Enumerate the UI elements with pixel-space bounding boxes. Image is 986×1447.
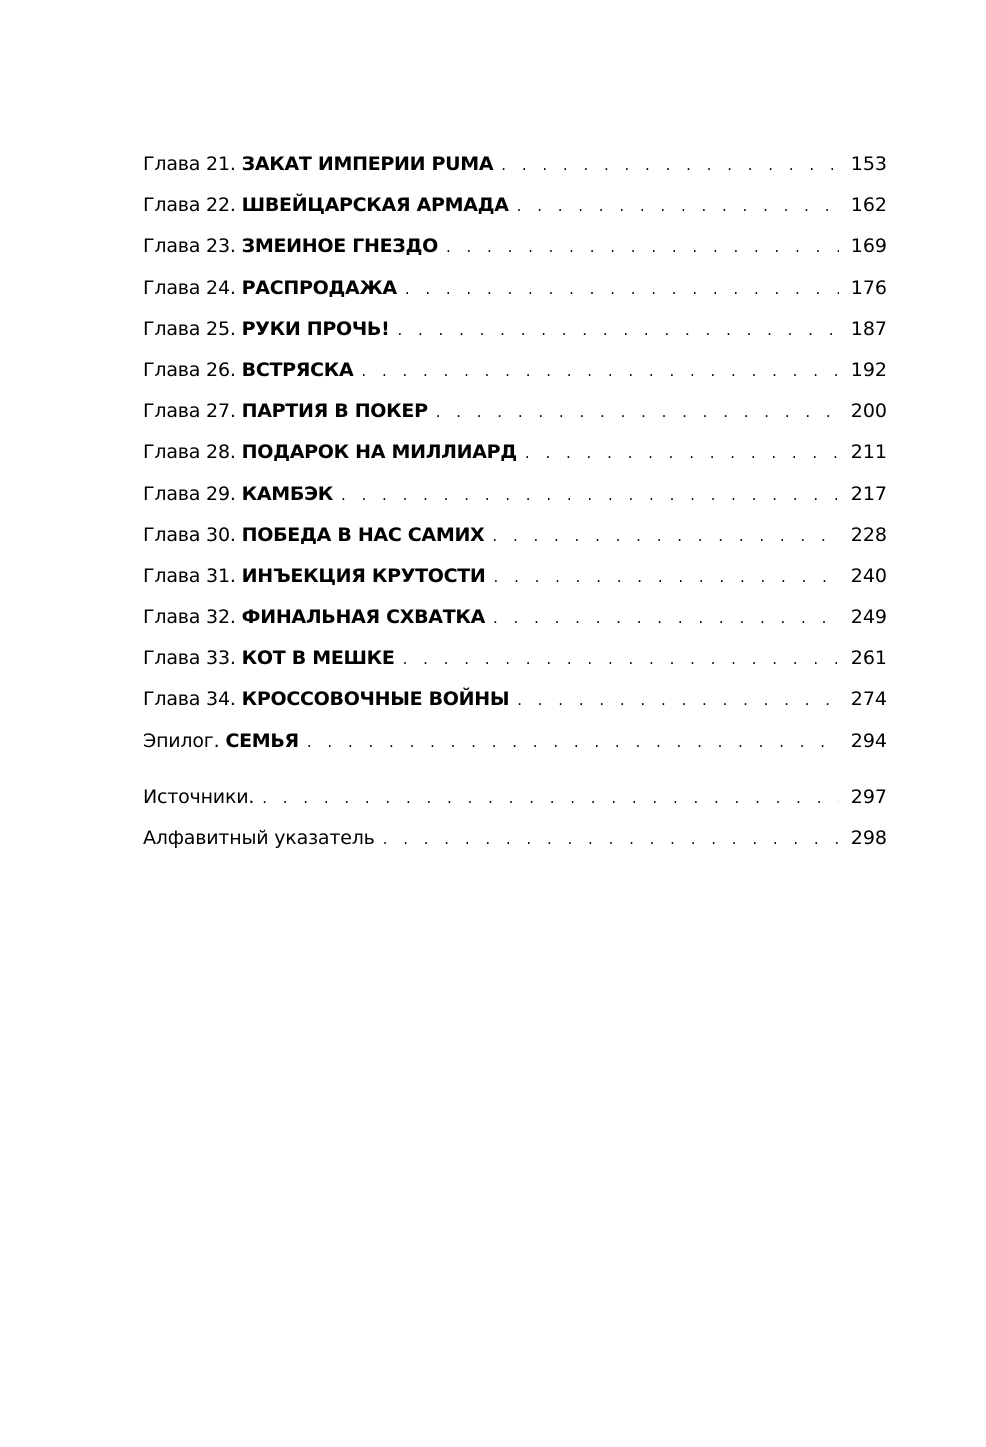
toc-entry-chapter-25 bbox=[143, 312, 887, 353]
toc-entry-chapter-33 bbox=[143, 641, 887, 682]
chapter-title: ПОДАРОК НА МИЛЛИАРД bbox=[241, 441, 517, 464]
chapter-title: ШВЕЙЦАРСКАЯ АРМАДА bbox=[241, 194, 509, 217]
page-number: 169 bbox=[850, 235, 887, 258]
toc-entry-chapter-23 bbox=[143, 229, 887, 270]
chapter-title: РАСПРОДАЖА bbox=[241, 276, 397, 299]
chapter-number: Глава 27. bbox=[143, 400, 236, 423]
dot-leader bbox=[436, 395, 839, 429]
dot-leader bbox=[262, 781, 839, 815]
page-number: 261 bbox=[850, 647, 887, 670]
dot-leader bbox=[525, 436, 839, 470]
toc-entry-chapter-22 bbox=[143, 188, 887, 229]
dot-leader bbox=[494, 560, 839, 594]
page-number: 297 bbox=[850, 785, 887, 808]
dot-leader bbox=[492, 519, 839, 553]
chapter-title: ЗМЕИНОЕ ГНЕЗДО bbox=[241, 235, 438, 258]
chapter-title: ВСТРЯСКА bbox=[241, 358, 354, 381]
toc-entry-chapter-34 bbox=[143, 682, 887, 723]
chapter-number: Глава 23. bbox=[143, 235, 236, 258]
page-number: 240 bbox=[850, 564, 887, 587]
dot-leader bbox=[307, 725, 839, 759]
chapter-number: Глава 30. bbox=[143, 523, 236, 546]
dot-leader bbox=[397, 313, 839, 347]
page-number: 298 bbox=[850, 827, 887, 849]
chapter-title: КАМБЭК bbox=[241, 482, 333, 505]
toc-entry-chapter-27 bbox=[143, 394, 887, 435]
chapter-number: Глава 25. bbox=[143, 317, 236, 340]
chapter-title: ФИНАЛЬНАЯ СХВАТКА bbox=[241, 606, 486, 629]
toc-entry-chapter-21 bbox=[143, 147, 887, 188]
chapter-title: ЗАКАТ ИМПЕРИИ PUMA bbox=[241, 153, 494, 175]
chapter-number: Глава 29. bbox=[143, 482, 236, 505]
toc-entry-chapter-28 bbox=[143, 435, 887, 476]
chapter-number: Глава 32. bbox=[143, 606, 236, 629]
dot-leader bbox=[501, 148, 839, 182]
page-number: 249 bbox=[850, 606, 887, 629]
toc-entry-chapter-24 bbox=[143, 271, 887, 312]
page-number: 153 bbox=[850, 153, 887, 175]
chapter-number: Глава 33. bbox=[143, 647, 236, 670]
toc-entry-chapter-32 bbox=[143, 600, 887, 641]
sources-title: Источники. bbox=[143, 785, 255, 808]
page-number: 176 bbox=[850, 276, 887, 299]
toc-entry-chapter-30 bbox=[143, 518, 887, 559]
index-title: Алфавитный указатель bbox=[143, 827, 375, 849]
dot-leader bbox=[405, 272, 839, 306]
chapter-number: Глава 31. bbox=[143, 564, 236, 587]
chapter-title: ПОБЕДА В НАС САМИХ bbox=[241, 523, 485, 546]
dot-leader bbox=[517, 189, 839, 223]
toc-entry-chapter-29 bbox=[143, 477, 887, 518]
chapter-title: РУКИ ПРОЧЬ! bbox=[241, 317, 390, 340]
dot-leader bbox=[341, 478, 839, 512]
toc-entry-index bbox=[143, 821, 887, 862]
chapter-number: Глава 28. bbox=[143, 441, 236, 464]
dot-leader bbox=[383, 822, 839, 856]
dot-leader bbox=[517, 683, 839, 717]
dot-leader bbox=[361, 354, 839, 388]
page-number: 200 bbox=[850, 400, 887, 423]
chapter-number: Глава 24. bbox=[143, 276, 236, 299]
epilogue-label: Эпилог. bbox=[143, 729, 220, 752]
dot-leader bbox=[493, 601, 839, 635]
dot-leader bbox=[446, 230, 839, 264]
page-number: 187 bbox=[850, 317, 887, 340]
toc-entry-sources bbox=[143, 780, 887, 821]
chapter-title: ПАРТИЯ В ПОКЕР bbox=[241, 400, 428, 423]
chapter-title: КОТ В МЕШКЕ bbox=[241, 647, 395, 670]
epilogue-title: СЕМЬЯ bbox=[225, 729, 299, 752]
page-number: 228 bbox=[850, 523, 887, 546]
chapter-title: КРОССОВОЧНЫЕ ВОЙНЫ bbox=[241, 688, 510, 711]
table-of-contents bbox=[143, 147, 887, 862]
page-number: 274 bbox=[850, 688, 887, 711]
chapter-number: Глава 26. bbox=[143, 358, 236, 381]
chapter-number: Глава 22. bbox=[143, 194, 236, 217]
page-number: 192 bbox=[850, 358, 887, 381]
toc-entry-chapter-26 bbox=[143, 353, 887, 394]
toc-entry-chapter-31 bbox=[143, 559, 887, 600]
chapter-number: Глава 21. bbox=[143, 153, 236, 175]
toc-entry-epilogue bbox=[143, 724, 887, 765]
page-number: 217 bbox=[850, 482, 887, 505]
page-number: 162 bbox=[850, 194, 887, 217]
page-number: 211 bbox=[850, 441, 887, 464]
dot-leader bbox=[403, 642, 839, 676]
chapter-title: ИНЪЕКЦИЯ КРУТОСТИ bbox=[241, 564, 486, 587]
page-number: 294 bbox=[850, 729, 887, 752]
chapter-number: Глава 34. bbox=[143, 688, 236, 711]
